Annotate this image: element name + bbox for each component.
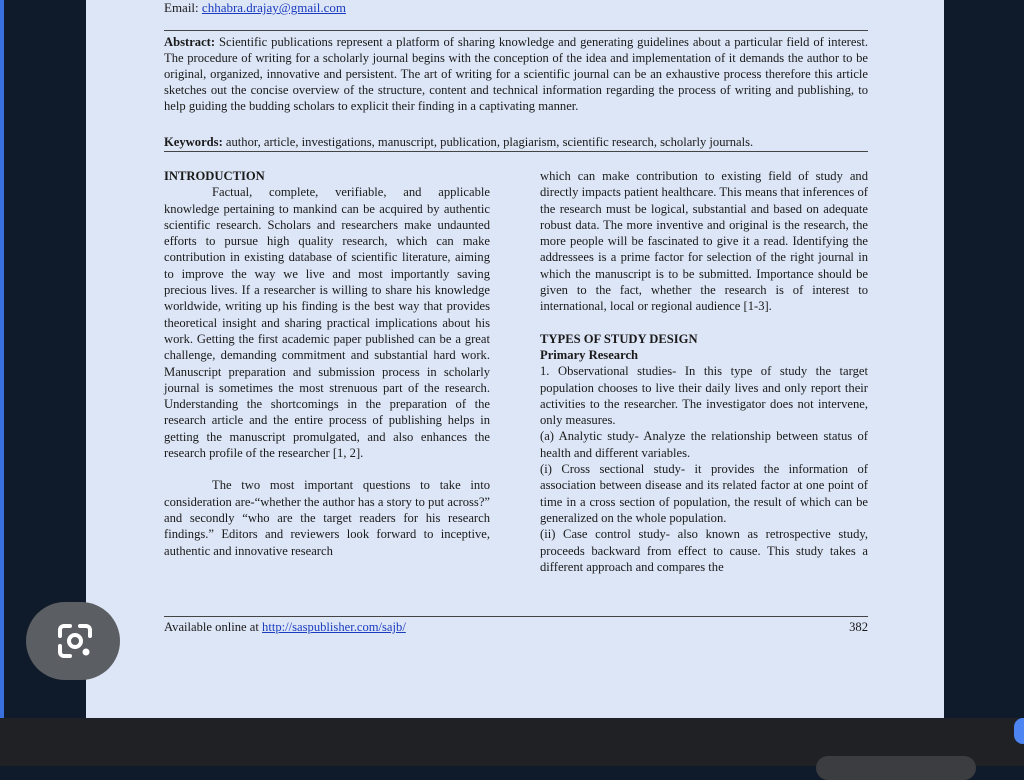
keywords-label: Keywords: (164, 135, 223, 149)
email-label: Email: (164, 0, 199, 15)
page-footer (164, 620, 868, 635)
abstract-text: Scientific publications represent a platform of sharing knowledge and generating guidelines about a particular field of interest. The procedure of writing for a scholarly journal begins with the conception of the idea and implementation of it demands the author to be original, organized, innovative and persistent. The art of writing for a scientific journal can be an exhaustive process therefore this article sketches out the concise overview of the structure, content and technical information regarding the process of writing and publishing, to help guiding the budding scholars to explicit their finding in a captivating manner. (164, 35, 868, 113)
case-control-item: (ii) Case control study- also known as retrospective study, proceeds backward from effect to cause. This study takes a different approach and compares the (540, 527, 868, 574)
abstract-bottom-rule (164, 151, 868, 152)
email-link[interactable]: chhabra.drajay@gmail.com (201, 0, 347, 15)
introduction-heading: INTRODUCTION (164, 169, 265, 183)
footer-link[interactable]: http://saspublisher.com/sajb/ (262, 620, 406, 634)
document-page (86, 0, 944, 718)
intro-paragraph-2: The two most important questions to take into consideration are-“whether the author has a story to put across?” and secondly “who are the target readers for his research findings.” Editors and reviewers look forward to inceptive, authentic and innovative research (164, 478, 490, 558)
abstract-top-rule (164, 30, 868, 31)
abstract-block (164, 34, 868, 114)
author-email (164, 0, 346, 16)
google-lens-button[interactable] (26, 602, 120, 680)
right-paragraph-1: which can make contribution to existing field of study and directly impacts patient healthcare. This means that inferences of the research must be logical, substantial and based on adequate robust data. The more inventive and original is the research, the more people will be fascinated to give it a read. Identifying the addressees is a prime factor for selection of the right journal in which the manuscript is to be submitted. Importance should be given to the fact, whether the research is of interest to international, local or regional audience [1-3]. (540, 169, 868, 314)
intro-paragraph-1: Factual, complete, verifiable, and applicable knowledge pertaining to mankind can be acquired by authentic scientific research. Scholars and researchers make undaunted efforts to pursue high quality research, which can make contribution in existing database of scientific literature, aiming to improve the way we live and most importantly saving precious lives. If a researcher is willing to share his knowledge worldwide, writing up his finding is the best way that provides theoretical insight and sharing practical implications about his work. Getting the first academic paper published can be a great challenge, demanding commitment and substantial hard work. Manuscript preparation and submission process in scholarly journal is sometimes the most strenuous part of the research. Understanding the shortcomings in the preparation of the research article and the entire process of publishing helps in getting the manuscript promulgated, and also enhances the research profile of the researcher [1, 2]. (164, 185, 490, 461)
primary-research-heading: Primary Research (540, 347, 639, 362)
keywords-text: author, article, investigations, manuscript, publication, plagiarism, scientific research, scholarly journals. (225, 135, 754, 149)
types-heading: TYPES OF STUDY DESIGN (540, 331, 698, 346)
footer-rule (164, 616, 868, 617)
bottom-pill-button[interactable] (816, 756, 976, 780)
page-number: 382 (849, 620, 868, 634)
right-column (540, 168, 868, 575)
abstract-label: Abstract: (164, 35, 216, 49)
left-column (164, 168, 490, 559)
scroll-indicator[interactable] (1014, 718, 1024, 744)
google-lens-icon (56, 622, 94, 660)
analytic-item: (a) Analytic study- Analyze the relationship between status of health and different variables. (540, 429, 868, 460)
window-edge-accent (0, 0, 4, 718)
keywords-block (164, 134, 868, 150)
cross-sectional-item: (i) Cross sectional study- it provides the information of association between disease and its related factor at one point of time in a cross section of population, the result of which can be generalized on the whole population. (540, 462, 868, 525)
footer-label: Available online at (164, 620, 259, 634)
observational-item: 1. Observational studies- In this type of study the target population chooses to live their daily lives and only report their activities to the researcher. The investigator does not intervene, only measures. (540, 364, 868, 428)
